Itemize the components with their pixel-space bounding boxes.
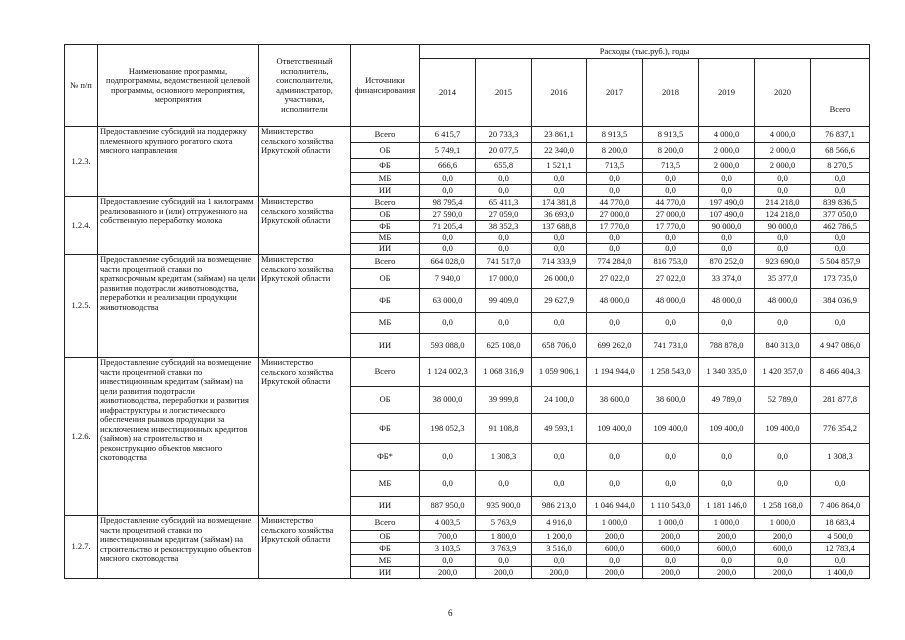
responsible-executor: Министерство сельского хозяйства Иркутской области	[259, 127, 351, 197]
year-value: 840 313,0	[755, 334, 811, 358]
responsible-executor: Министерство сельского хозяйства Иркутской области	[259, 255, 351, 358]
total-value: 1 308,3	[811, 444, 870, 471]
year-value: 3 516,0	[532, 543, 587, 555]
year-value: 666,6	[420, 159, 476, 173]
year-value: 200,0	[532, 567, 587, 579]
year-value: 0,0	[476, 244, 532, 255]
measure-name: Предоставление субсидий на возмещение части процентной ставки по краткосрочным кредитам (займам) на цели развития подотрасли животноводства, переработки и реализации продукции животноводства	[98, 255, 259, 358]
year-value: 65 411,3	[476, 197, 532, 209]
funding-source: ОБ	[351, 531, 420, 543]
year-value: 49 789,0	[699, 387, 755, 414]
year-value: 27 000,0	[587, 209, 643, 221]
total-value: 4 500,0	[811, 531, 870, 543]
year-value: 0,0	[532, 471, 587, 497]
total-value: 0,0	[811, 185, 870, 197]
year-value: 0,0	[755, 233, 811, 244]
header-year: 2016	[532, 59, 587, 127]
header-year: 2018	[643, 59, 699, 127]
year-value: 0,0	[699, 555, 755, 567]
year-value: 52 789,0	[755, 387, 811, 414]
table-row	[65, 358, 870, 387]
year-value: 0,0	[587, 244, 643, 255]
year-value: 0,0	[532, 555, 587, 567]
year-value: 90 000,0	[755, 221, 811, 233]
year-value: 741 517,0	[476, 255, 532, 269]
year-value: 7 940,0	[420, 269, 476, 289]
year-value: 713,5	[643, 159, 699, 173]
year-value: 0,0	[587, 185, 643, 197]
header-expenses: Расходы (тыс.руб.), годы	[420, 45, 870, 59]
year-value: 1 000,0	[699, 516, 755, 531]
year-value: 109 400,0	[699, 414, 755, 444]
year-value: 0,0	[532, 233, 587, 244]
year-value: 35 377,0	[755, 269, 811, 289]
year-value: 4 003,5	[420, 516, 476, 531]
year-value: 38 600,0	[587, 387, 643, 414]
year-value: 0,0	[476, 233, 532, 244]
year-value: 664 028,0	[420, 255, 476, 269]
measure-name: Предоставление субсидий на 1 килограмм реализованного и (или) отгруженного на собственную переработку молока	[98, 197, 259, 255]
year-value: 0,0	[755, 444, 811, 471]
year-value: 887 950,0	[420, 497, 476, 516]
year-value: 0,0	[755, 313, 811, 334]
year-value: 1 000,0	[643, 516, 699, 531]
year-value: 593 088,0	[420, 334, 476, 358]
year-value: 600,0	[587, 543, 643, 555]
year-value: 200,0	[755, 567, 811, 579]
year-value: 0,0	[420, 471, 476, 497]
year-value: 63 000,0	[420, 289, 476, 313]
year-value: 0,0	[420, 444, 476, 471]
year-value: 0,0	[643, 233, 699, 244]
total-value: 18 683,4	[811, 516, 870, 531]
total-value: 776 354,2	[811, 414, 870, 444]
year-value: 174 381,8	[532, 197, 587, 209]
year-value: 1 521,1	[532, 159, 587, 173]
total-value: 1 400,0	[811, 567, 870, 579]
year-value: 0,0	[699, 233, 755, 244]
year-value: 714 333,9	[532, 255, 587, 269]
total-value: 0,0	[811, 555, 870, 567]
year-value: 699 262,0	[587, 334, 643, 358]
year-value: 1 308,3	[476, 444, 532, 471]
funding-source: ИИ	[351, 497, 420, 516]
year-value: 0,0	[755, 185, 811, 197]
funding-source: МБ	[351, 471, 420, 497]
year-value: 8 913,5	[643, 127, 699, 143]
year-value: 200,0	[587, 531, 643, 543]
header-responsible: Ответственный исполнитель, соисполнители, администратор, участники, исполнители	[259, 45, 351, 127]
row-number: 1.2.7.	[65, 516, 98, 579]
funding-source: Всего	[351, 516, 420, 531]
year-value: 3 103,5	[420, 543, 476, 555]
year-value: 935 900,0	[476, 497, 532, 516]
year-value: 48 000,0	[699, 289, 755, 313]
responsible-executor: Министерство сельского хозяйства Иркутской области	[259, 358, 351, 516]
year-value: 788 878,0	[699, 334, 755, 358]
year-value: 600,0	[699, 543, 755, 555]
year-value: 0,0	[755, 471, 811, 497]
year-value: 2 000,0	[755, 143, 811, 159]
year-value: 38 600,0	[643, 387, 699, 414]
total-value: 68 566,6	[811, 143, 870, 159]
year-value: 17 770,0	[643, 221, 699, 233]
table-body	[65, 127, 870, 579]
year-value: 816 753,0	[643, 255, 699, 269]
header-source: Источники финансирования	[351, 45, 420, 127]
year-value: 0,0	[420, 173, 476, 185]
measure-name: Предоставление субсидий на возмещение части процентной ставки по инвестиционным кредитам (займам) на цели развития подотрасли животноводства, переработки и развития инфраструктуры и логистического обеспечения рынков продукции за исключением инвестиционных кредитов (займов) на строительство и реконструкцию объектов мясного скотоводства	[98, 358, 259, 516]
header-year: 2014	[420, 59, 476, 127]
year-value: 26 000,0	[532, 269, 587, 289]
year-value: 5 749,1	[420, 143, 476, 159]
year-value: 0,0	[755, 173, 811, 185]
year-value: 90 000,0	[699, 221, 755, 233]
year-value: 22 340,0	[532, 143, 587, 159]
funding-source: ИИ	[351, 334, 420, 358]
year-value: 6 415,7	[420, 127, 476, 143]
year-value: 44 770,0	[587, 197, 643, 209]
year-value: 4 916,0	[532, 516, 587, 531]
year-value: 200,0	[587, 567, 643, 579]
year-value: 986 213,0	[532, 497, 587, 516]
year-value: 200,0	[476, 567, 532, 579]
row-number: 1.2.5.	[65, 255, 98, 358]
year-value: 99 409,0	[476, 289, 532, 313]
header-year: 2019	[699, 59, 755, 127]
year-value: 0,0	[476, 555, 532, 567]
year-value: 29 627,9	[532, 289, 587, 313]
total-value: 8 270,5	[811, 159, 870, 173]
year-value: 109 400,0	[587, 414, 643, 444]
year-value: 0,0	[532, 185, 587, 197]
year-value: 0,0	[699, 471, 755, 497]
total-value: 384 036,9	[811, 289, 870, 313]
year-value: 24 100,0	[532, 387, 587, 414]
year-value: 27 022,0	[587, 269, 643, 289]
year-value: 200,0	[699, 567, 755, 579]
year-value: 98 795,4	[420, 197, 476, 209]
year-value: 0,0	[532, 244, 587, 255]
total-value: 7 406 864,0	[811, 497, 870, 516]
total-value: 76 837,1	[811, 127, 870, 143]
funding-source: ФБ	[351, 221, 420, 233]
year-value: 8 200,0	[587, 143, 643, 159]
year-value: 1 200,0	[532, 531, 587, 543]
year-value: 200,0	[420, 567, 476, 579]
funding-source: ИИ	[351, 185, 420, 197]
year-value: 44 770,0	[643, 197, 699, 209]
year-value: 200,0	[643, 567, 699, 579]
page-number: 6	[448, 608, 453, 618]
year-value: 27 059,0	[476, 209, 532, 221]
year-value: 1 340 335,0	[699, 358, 755, 387]
year-value: 600,0	[643, 543, 699, 555]
total-value: 0,0	[811, 173, 870, 185]
year-value: 1 420 357,0	[755, 358, 811, 387]
year-value: 38 000,0	[420, 387, 476, 414]
year-value: 3 763,9	[476, 543, 532, 555]
year-value: 1 800,0	[476, 531, 532, 543]
year-value: 27 022,0	[643, 269, 699, 289]
year-value: 658 706,0	[532, 334, 587, 358]
year-value: 200,0	[755, 531, 811, 543]
measure-name: Предоставление субсидий на возмещение части процентной ставки по инвестиционным кредитам (займам) на строительство и реконструкцию объектов мясного скотоводства	[98, 516, 259, 579]
year-value: 0,0	[587, 471, 643, 497]
total-value: 462 786,5	[811, 221, 870, 233]
year-value: 1 059 906,1	[532, 358, 587, 387]
header-year: 2020	[755, 59, 811, 127]
year-value: 0,0	[643, 173, 699, 185]
year-value: 48 000,0	[755, 289, 811, 313]
year-value: 1 124 002,3	[420, 358, 476, 387]
year-value: 713,5	[587, 159, 643, 173]
funding-source: МБ	[351, 555, 420, 567]
year-value: 0,0	[587, 173, 643, 185]
header-year: 2015	[476, 59, 532, 127]
table-row	[65, 197, 870, 209]
year-value: 0,0	[532, 313, 587, 334]
funding-source: ОБ	[351, 209, 420, 221]
funding-source: ФБ	[351, 543, 420, 555]
year-value: 4 000,0	[755, 127, 811, 143]
funding-source: Всего	[351, 197, 420, 209]
year-value: 2 000,0	[699, 159, 755, 173]
year-value: 0,0	[476, 471, 532, 497]
year-value: 2 000,0	[755, 159, 811, 173]
year-value: 0,0	[643, 555, 699, 567]
year-value: 107 490,0	[699, 209, 755, 221]
year-value: 1 000,0	[755, 516, 811, 531]
year-value: 200,0	[643, 531, 699, 543]
budget-table	[64, 44, 870, 579]
year-value: 0,0	[420, 555, 476, 567]
year-value: 0,0	[699, 185, 755, 197]
year-value: 0,0	[476, 173, 532, 185]
year-value: 0,0	[420, 233, 476, 244]
year-value: 1 194 944,0	[587, 358, 643, 387]
year-value: 20 077,5	[476, 143, 532, 159]
table-row	[65, 255, 870, 269]
year-value: 1 181 146,0	[699, 497, 755, 516]
year-value: 33 374,0	[699, 269, 755, 289]
funding-source: ФБ*	[351, 444, 420, 471]
total-value: 0,0	[811, 313, 870, 334]
total-value: 377 050,0	[811, 209, 870, 221]
funding-source: ФБ	[351, 289, 420, 313]
year-value: 923 690,0	[755, 255, 811, 269]
year-value: 0,0	[699, 313, 755, 334]
year-value: 1 000,0	[587, 516, 643, 531]
funding-source: ОБ	[351, 387, 420, 414]
row-number: 1.2.3.	[65, 127, 98, 197]
year-value: 0,0	[643, 471, 699, 497]
header-year: 2017	[587, 59, 643, 127]
header-num: № п/п	[65, 45, 98, 127]
year-value: 774 284,0	[587, 255, 643, 269]
year-value: 1 046 944,0	[587, 497, 643, 516]
year-value: 1 110 543,0	[643, 497, 699, 516]
header-total: Всего	[811, 59, 870, 127]
responsible-executor: Министерство сельского хозяйства Иркутской области	[259, 516, 351, 579]
year-value: 0,0	[643, 244, 699, 255]
funding-source: ФБ	[351, 414, 420, 444]
year-value: 1 068 316,9	[476, 358, 532, 387]
year-value: 2 000,0	[699, 143, 755, 159]
year-value: 870 252,0	[699, 255, 755, 269]
year-value: 4 000,0	[699, 127, 755, 143]
year-value: 0,0	[587, 555, 643, 567]
year-value: 23 861,1	[532, 127, 587, 143]
funding-source: ОБ	[351, 269, 420, 289]
year-value: 214 218,0	[755, 197, 811, 209]
year-value: 8 913,5	[587, 127, 643, 143]
funding-source: МБ	[351, 233, 420, 244]
year-value: 91 108,8	[476, 414, 532, 444]
funding-source: ИИ	[351, 567, 420, 579]
year-value: 0,0	[532, 444, 587, 471]
year-value: 48 000,0	[587, 289, 643, 313]
year-value: 27 590,0	[420, 209, 476, 221]
total-value: 839 836,5	[811, 197, 870, 209]
year-value: 197 490,0	[699, 197, 755, 209]
year-value: 0,0	[699, 444, 755, 471]
year-value: 0,0	[476, 185, 532, 197]
year-value: 27 000,0	[643, 209, 699, 221]
total-value: 5 504 857,9	[811, 255, 870, 269]
table-row	[65, 127, 870, 143]
total-value: 281 877,8	[811, 387, 870, 414]
year-value: 625 108,0	[476, 334, 532, 358]
year-value: 124 218,0	[755, 209, 811, 221]
table-row	[65, 516, 870, 531]
funding-source: Всего	[351, 127, 420, 143]
year-value: 0,0	[532, 173, 587, 185]
year-value: 655,8	[476, 159, 532, 173]
funding-source: Всего	[351, 255, 420, 269]
funding-source: МБ	[351, 173, 420, 185]
total-value: 173 735,0	[811, 269, 870, 289]
year-value: 1 258 543,0	[643, 358, 699, 387]
responsible-executor: Министерство сельского хозяйства Иркутской области	[259, 197, 351, 255]
year-value: 137 688,8	[532, 221, 587, 233]
year-value: 200,0	[699, 531, 755, 543]
year-value: 109 400,0	[755, 414, 811, 444]
total-value: 0,0	[811, 471, 870, 497]
header-name: Наименование программы, подпрограммы, ведомственной целевой программы, основного мероприятия, мероприятия	[98, 45, 259, 127]
total-value: 8 466 404,3	[811, 358, 870, 387]
row-number: 1.2.4.	[65, 197, 98, 255]
year-value: 17 770,0	[587, 221, 643, 233]
year-value: 0,0	[699, 173, 755, 185]
funding-source: ОБ	[351, 143, 420, 159]
year-value: 0,0	[420, 244, 476, 255]
year-value: 20 733,3	[476, 127, 532, 143]
year-value: 0,0	[587, 313, 643, 334]
measure-name: Предоставление субсидий на поддержку племенного крупного рогатого скота мясного направления	[98, 127, 259, 197]
year-value: 741 731,0	[643, 334, 699, 358]
year-value: 0,0	[587, 233, 643, 244]
year-value: 0,0	[476, 313, 532, 334]
year-value: 700,0	[420, 531, 476, 543]
funding-source: Всего	[351, 358, 420, 387]
total-value: 12 783,4	[811, 543, 870, 555]
year-value: 0,0	[587, 444, 643, 471]
year-value: 36 693,0	[532, 209, 587, 221]
row-number: 1.2.6.	[65, 358, 98, 516]
year-value: 8 200,0	[643, 143, 699, 159]
funding-source: МБ	[351, 313, 420, 334]
year-value: 0,0	[643, 313, 699, 334]
year-value: 1 258 168,0	[755, 497, 811, 516]
year-value: 198 052,3	[420, 414, 476, 444]
year-value: 0,0	[699, 244, 755, 255]
year-value: 0,0	[755, 555, 811, 567]
year-value: 0,0	[643, 444, 699, 471]
year-value: 600,0	[755, 543, 811, 555]
year-value: 0,0	[420, 185, 476, 197]
year-value: 109 400,0	[643, 414, 699, 444]
total-value: 0,0	[811, 233, 870, 244]
total-value: 4 947 086,0	[811, 334, 870, 358]
year-value: 38 352,3	[476, 221, 532, 233]
year-value: 0,0	[755, 244, 811, 255]
year-value: 71 205,4	[420, 221, 476, 233]
total-value: 0,0	[811, 244, 870, 255]
funding-source: ФБ	[351, 159, 420, 173]
year-value: 5 763,9	[476, 516, 532, 531]
year-value: 39 999,8	[476, 387, 532, 414]
year-value: 49 593,1	[532, 414, 587, 444]
year-value: 48 000,0	[643, 289, 699, 313]
year-value: 0,0	[420, 313, 476, 334]
funding-source: ИИ	[351, 244, 420, 255]
year-value: 0,0	[643, 185, 699, 197]
year-value: 17 000,0	[476, 269, 532, 289]
header-row-top	[65, 45, 870, 59]
